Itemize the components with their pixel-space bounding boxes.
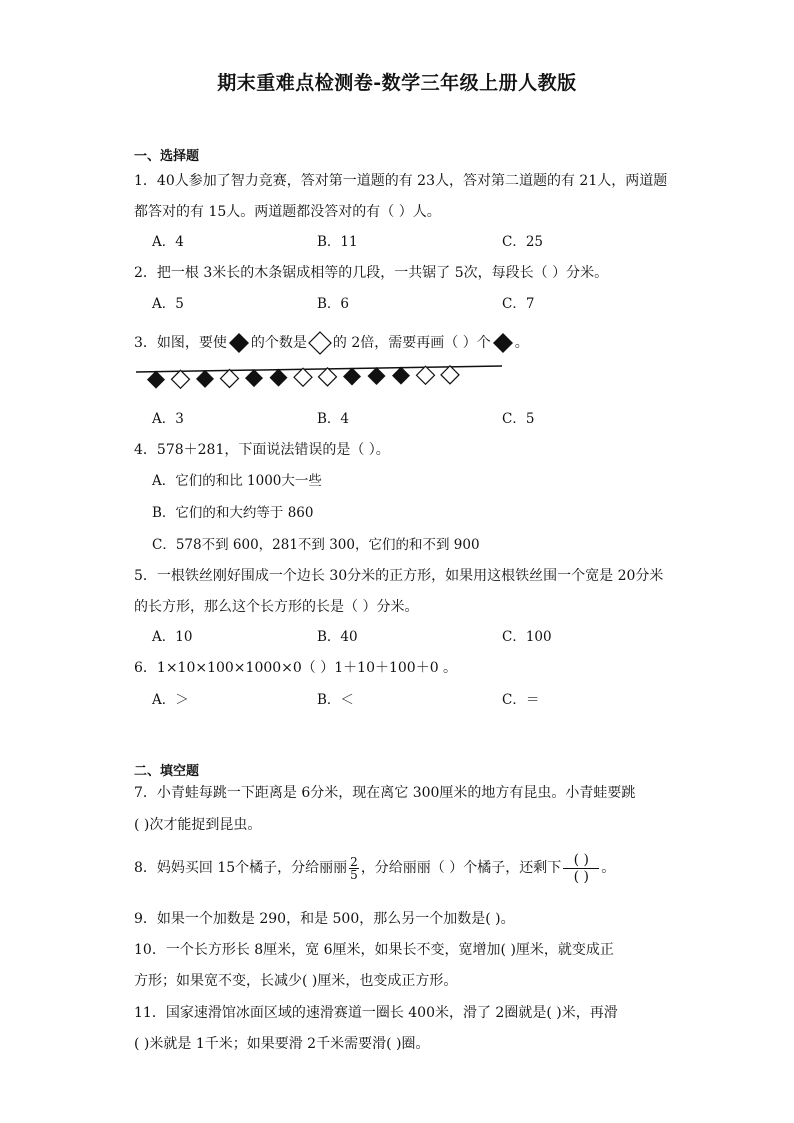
q3-mid1: 的个数是 (250, 335, 307, 351)
sequence-filled-diamond-icon (196, 370, 214, 388)
q3-option-c: C．5 (502, 411, 535, 427)
page-title: 期末重难点检测卷-数学三年级上册人教版 (217, 72, 577, 94)
sequence-filled-diamond-icon (368, 367, 386, 385)
q2-option-a: A．5 (152, 296, 184, 312)
q5-option-a: A．10 (152, 629, 193, 645)
blank-fraction-numerator: ( ) (563, 852, 599, 869)
q8-suffix: 。 (601, 860, 616, 876)
sequence-filled-diamond-icon (343, 367, 361, 385)
question-6-line-1: 6．1×10×100×1000×0（ ）1＋10＋100＋0 。 (134, 660, 458, 676)
diamond-sequence-figure (134, 362, 506, 396)
sequence-filled-diamond-icon (392, 367, 410, 385)
sequence-empty-diamond-icon (319, 368, 337, 386)
sequence-filled-diamond-icon (245, 369, 263, 387)
sequence-empty-diamond-icon (294, 368, 312, 386)
q3-mid2: 的 2倍，需要再画（ ）个 (332, 335, 491, 351)
q1-option-a: A．4 (152, 234, 184, 250)
question-9-line-1: 9．如果一个加数是 290，和是 500，那么另一个加数是( )。 (134, 911, 515, 927)
sequence-empty-diamond-icon (417, 366, 435, 384)
blank-fraction (563, 852, 599, 885)
q4-option-b: B．它们的和大约等于 860 (152, 505, 314, 521)
question-11-line-2: ( )米就是 1千米；如果要滑 2千米需要滑( )圈。 (134, 1036, 430, 1052)
question-8-line-1 (134, 850, 615, 886)
filled-diamond-icon (228, 332, 250, 354)
question-5-line-2: 的长方形，那么这个长方形的长是（ ）分米。 (134, 599, 419, 615)
q1-option-b: B．11 (317, 234, 358, 250)
question-1-line-1: 1．40人参加了智力竞赛，答对第一道题的有 23人，答对第二道题的有 21人，两道题 (134, 173, 668, 189)
q6-option-a: A．＞ (152, 692, 189, 708)
q3-prefix: 3．如图，要使 (134, 335, 227, 351)
section-heading-choice: 一、选择题 (134, 149, 200, 164)
q1-option-c: C．25 (502, 234, 544, 250)
q8-middle: ，分给丽丽（ ）个橘子，还剩下 (360, 860, 562, 876)
sequence-filled-diamond-icon (147, 371, 165, 389)
question-10-line-2: 方形；如果宽不变，长减少( )厘米，也变成正方形。 (134, 973, 458, 989)
q3-option-a: A．3 (152, 411, 184, 427)
blank-fraction-denominator: ( ) (573, 868, 589, 885)
question-3-line-1 (134, 331, 529, 355)
q5-option-b: B．40 (317, 629, 358, 645)
question-1-line-2: 都答对的有 15人。两道题都没答对的有（ ）人。 (134, 204, 441, 220)
q8-prefix: 8．妈妈买回 15个橘子，分给丽丽 (134, 860, 348, 876)
question-10-line-1: 10．一个长方形长 8厘米，宽 6厘米，如果长不变，宽增加( )厘米，就变成正 (134, 942, 614, 958)
question-7-line-1: 7．小青蛙每跳一下距离是 6分米，现在离它 300厘米的地方有昆虫。小青蛙要跳 (134, 785, 636, 801)
q3-suffix: 。 (514, 335, 529, 351)
q2-option-b: B．6 (317, 296, 350, 312)
q5-option-c: C．100 (502, 629, 552, 645)
question-2-line-1: 2．把一根 3米长的木条锯成相等的几段，一共锯了 5次，每段长（ ）分米。 (134, 265, 609, 281)
empty-diamond-icon (308, 331, 332, 355)
filled-diamond-icon (492, 332, 514, 354)
question-7-line-2: ( )次才能捉到昆虫。 (134, 817, 262, 833)
q6-option-c: C．＝ (502, 692, 540, 708)
fraction-denominator: 5 (350, 867, 358, 882)
q6-option-b: B．＜ (317, 692, 354, 708)
q2-option-c: C．7 (502, 296, 535, 312)
sequence-empty-diamond-icon (441, 366, 459, 384)
sequence-empty-diamond-icon (221, 369, 239, 387)
section-heading-fill-blank: 二、填空题 (134, 764, 200, 779)
question-11-line-1: 11．国家速滑馆冰面区域的速滑赛道一圈长 400米，滑了 2圈就是( )米，再滑 (134, 1005, 618, 1021)
fraction-two-fifths (349, 856, 359, 881)
q4-option-a: A．它们的和比 1000大一些 (152, 473, 322, 489)
question-4-line-1: 4．578＋281，下面说法错误的是（ ）。 (134, 442, 390, 458)
q3-option-b: B．4 (317, 411, 350, 427)
q4-option-c: C．578不到 600，281不到 300，它们的和不到 900 (152, 537, 480, 553)
sequence-empty-diamond-icon (172, 370, 190, 388)
question-5-line-1: 5．一根铁丝刚好围成一个边长 30分米的正方形，如果用这根铁丝围一个宽是 20分米 (134, 568, 664, 584)
sequence-filled-diamond-icon (270, 369, 288, 387)
fraction-numerator: 2 (350, 854, 358, 869)
